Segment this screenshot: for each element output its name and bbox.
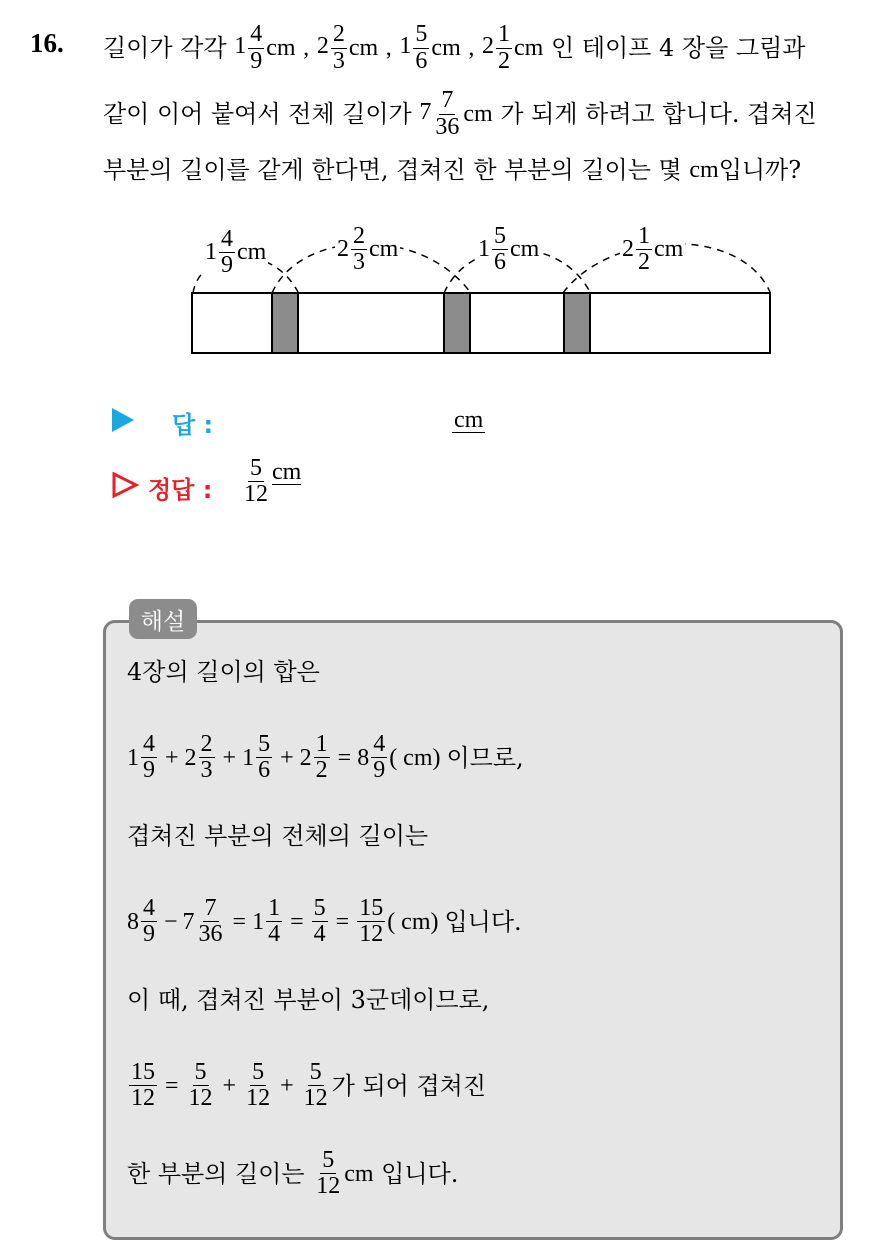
question-text: 인 테이프 4 장을 그림과 — [551, 34, 806, 62]
unit: cm — [266, 35, 296, 61]
overlap-1 — [272, 293, 298, 353]
play-icon — [110, 406, 136, 434]
question-text: 같이 이어 붙여서 전체 길이가 — [103, 100, 412, 128]
diagram-label-1: 1 $\frac{4}{9}$ cm — [205, 226, 267, 279]
tape-diagram — [0, 0, 884, 380]
solution-line-5: 이 때, 겹쳐진 부분이 3군데이므로, — [127, 986, 490, 1014]
unit: cm — [463, 101, 493, 127]
overlap-2 — [444, 293, 470, 353]
correct-answer-label: 정답 : — [148, 476, 213, 504]
solution-tag: 해설 — [129, 599, 197, 639]
question-text: 입니까? — [718, 156, 802, 184]
unit: cm — [689, 157, 719, 183]
solution-line-3: 겹쳐진 부분의 전체의 길이는 — [127, 822, 429, 850]
unit: cm — [514, 35, 544, 61]
mixed-number: 1 $\frac{4}{9}$ — [234, 21, 263, 74]
solution-line-7: 한 부분의 길이는 $\frac{5}{12}$ cm 입니다. — [127, 1147, 459, 1200]
answer-unit: cm — [454, 407, 484, 433]
solution-line-4: 8 $\frac{4}{9}$ − 7 $\frac{7}{36}$ = 1 $\frac{1}{4}$ = $\frac{5}{4}$ = $\frac{15}{12}$ ( cm) 입니다. — [127, 895, 522, 948]
comma: , — [303, 35, 310, 61]
play-outline-icon — [110, 470, 140, 500]
question-text: 가 되게 하려고 합니다. 겹쳐진 — [500, 100, 817, 128]
question-text: 부분의 길이를 같게 한다면, 겹쳐진 한 부분의 길이는 몇 — [103, 156, 682, 184]
question-number: 16. — [30, 28, 64, 58]
unit: cm — [431, 35, 461, 61]
question-text: 길이가 각각 — [103, 34, 227, 62]
mixed-number: 7 $\frac{7}{36}$ — [419, 87, 460, 140]
diagram-label-4: 2 $\frac{1}{2}$ cm — [622, 223, 684, 276]
mixed-number: 1 $\frac{5}{6}$ — [399, 21, 428, 74]
comma: , — [468, 35, 475, 61]
answer-label: 답 : — [172, 411, 214, 439]
unit: cm — [348, 35, 379, 61]
mixed-number: 2 $\frac{2}{3}$ — [316, 21, 345, 74]
diagram-label-2: 2 $\frac{2}{3}$ cm — [337, 223, 399, 276]
correct-answer-value: $\frac{5}{12}$ cm — [244, 455, 302, 508]
comma: , — [385, 35, 392, 61]
solution-line-6: $\frac{15}{12}$ = $\frac{5}{12}$ + $\frac{5}{12}$ + $\frac{5}{12}$ 가 되어 겹쳐진 — [131, 1059, 487, 1112]
diagram-label-3: 1 $\frac{5}{6}$ cm — [478, 223, 540, 276]
overlap-3 — [564, 293, 590, 353]
mixed-number: 2 $\frac{1}{2}$ — [482, 21, 511, 74]
solution-line-2: 1 $\frac{4}{9}$ + 2 $\frac{2}{3}$ + 1 $\frac{5}{6}$ + 2 $\frac{1}{2}$ = 8 $\frac{4}{9}$ ( cm) 이므로, — [127, 731, 524, 784]
solution-line-1: 4장의 길이의 합은 — [127, 658, 320, 686]
